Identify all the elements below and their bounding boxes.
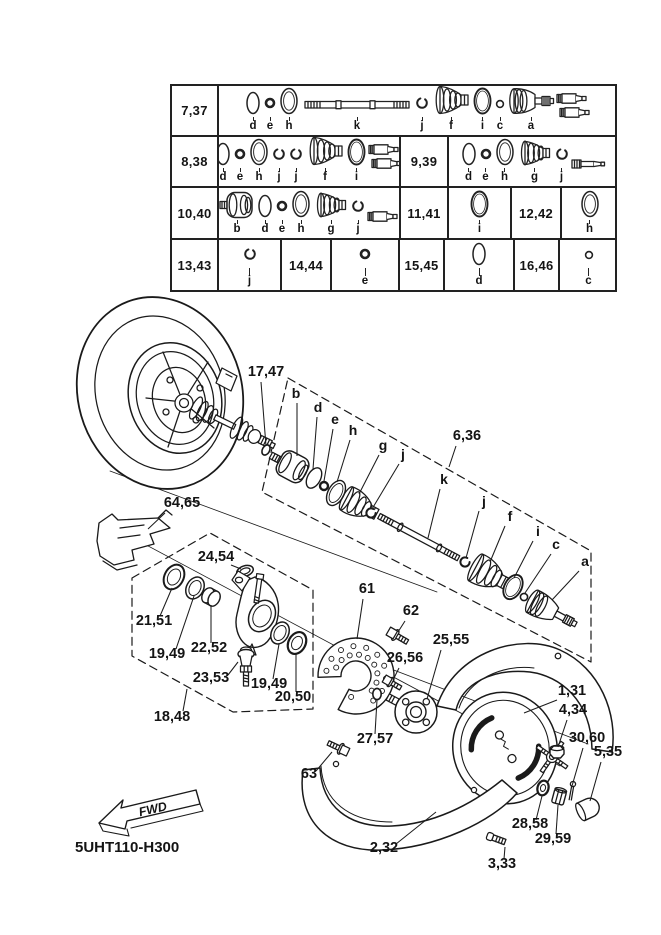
letter-lj2: j — [482, 493, 486, 509]
parts-cell — [560, 240, 617, 290]
parts-cell — [219, 86, 617, 135]
letter-li: i — [536, 523, 540, 539]
letter-lg-leader — [359, 455, 379, 494]
callout-19-49: 19,49 — [148, 646, 186, 662]
letter-lk-leader — [428, 489, 440, 538]
part-glyph-ring-e — [264, 91, 276, 133]
letter-lk: k — [440, 471, 448, 487]
ref-label: 10,40 — [177, 205, 212, 221]
callout-63-leader — [316, 752, 332, 771]
callout-29-59-leader — [556, 805, 558, 834]
part-glyph-ring-c — [495, 93, 505, 133]
part-glyph-shaft-k — [302, 95, 412, 133]
part-letter: f — [449, 119, 453, 132]
callout-24-54-leader — [231, 565, 241, 569]
letter-lc: c — [552, 536, 560, 552]
part-letter: j — [294, 170, 298, 183]
castle-nut-29-59 — [551, 787, 567, 806]
part-letter: h — [297, 222, 305, 235]
part-glyph-ring-i — [470, 190, 489, 236]
axle-shaft-k — [377, 512, 461, 562]
callout-17-47: 17,47 — [247, 364, 285, 380]
callout-26-56: 26,56 — [386, 650, 424, 666]
callout-23-53-leader — [228, 662, 238, 675]
letter-la-leader — [552, 571, 579, 600]
callout-4-34: 4,34 — [558, 702, 588, 718]
circlip-j2 — [460, 557, 469, 566]
fwd-label: FWD — [137, 799, 169, 820]
part-letter: g — [327, 222, 335, 235]
ref-cell — [172, 137, 219, 186]
ref-cell — [401, 137, 449, 186]
bolt-62 — [385, 626, 410, 647]
ref-label: 12,42 — [518, 205, 554, 221]
part-letter: c — [585, 274, 592, 287]
callout-6-36-leader — [449, 446, 456, 467]
front-wheel — [54, 274, 265, 509]
part-letter: h — [255, 170, 263, 183]
ref-cell — [401, 188, 449, 238]
part-letter: k — [353, 119, 361, 132]
part-glyph-ring-d — [461, 142, 477, 184]
letter-lf: f — [507, 508, 513, 524]
part-letter: e — [236, 170, 244, 183]
callout-5-35-leader — [590, 762, 601, 801]
letter-lj1: j — [401, 446, 405, 462]
callout-30-60: 30,60 — [568, 730, 606, 746]
part-glyph-ring-c — [584, 244, 594, 288]
part-glyph-ring-h — [249, 138, 269, 184]
part-glyph-grease-2 — [557, 90, 591, 120]
ref-cell — [172, 240, 219, 290]
part-glyph-ring-h — [279, 87, 299, 133]
part-glyph-ring-e — [359, 242, 371, 288]
ref-label: 9,39 — [410, 154, 438, 169]
ref-label: 8,38 — [181, 154, 208, 169]
callout-5-35: 5,35 — [593, 744, 623, 760]
part-glyph-ring-e — [276, 194, 288, 236]
ref-label: 7,37 — [181, 103, 208, 118]
callout-62: 62 — [402, 603, 420, 619]
part-letter: e — [278, 222, 286, 235]
ref-cell — [172, 188, 219, 238]
part-letter: i — [480, 119, 485, 132]
part-glyph-ring-h — [580, 190, 600, 236]
ref-label: 16,46 — [519, 257, 554, 273]
letter-lh: h — [348, 422, 358, 438]
ref-label: 11,41 — [407, 205, 441, 221]
part-letter: j — [356, 222, 360, 235]
letter-lf-leader — [490, 526, 505, 562]
ref-label: 13,43 — [177, 257, 212, 273]
parts-table — [170, 84, 617, 292]
callout-2-32: 2,32 — [369, 840, 399, 856]
part-glyph-boot-f — [306, 137, 344, 183]
callout-22-52: 22,52 — [190, 640, 228, 656]
part-letter: c — [496, 119, 504, 132]
parts-cell — [219, 137, 401, 186]
letter-lb: b — [291, 385, 301, 401]
ring-c — [520, 593, 527, 600]
part-glyph-tip-s — [572, 157, 606, 171]
parts-cell — [562, 188, 617, 238]
part-glyph-ring-d — [471, 242, 487, 288]
letter-lg: g — [378, 437, 388, 453]
nut-4-34 — [550, 745, 564, 758]
part-glyph-ring-d — [219, 142, 231, 184]
part-letter: i — [477, 222, 482, 235]
parts-cell — [332, 240, 400, 290]
callout-29-59: 29,59 — [534, 831, 572, 847]
callout-61-leader — [357, 599, 363, 639]
callout-27-57: 27,57 — [356, 731, 394, 747]
letter-la: a — [581, 553, 589, 569]
cap-5-35 — [574, 795, 603, 822]
callout-20-50: 20,50 — [274, 689, 312, 705]
part-letter: d — [475, 274, 483, 287]
part-letter: d — [464, 170, 473, 183]
table-row — [172, 188, 615, 240]
part-glyph-clip-j — [289, 142, 303, 184]
ring-e — [320, 482, 328, 490]
part-glyph-clip-j — [415, 91, 429, 133]
callout-25-55: 25,55 — [432, 632, 470, 648]
callout-62-leader — [398, 621, 405, 632]
part-letter: j — [559, 170, 564, 183]
part-glyph-boot-g — [518, 138, 552, 184]
part-glyph-clip-j — [351, 194, 365, 236]
part-glyph-ring-i — [473, 87, 492, 133]
part-letter: h — [500, 170, 509, 183]
part-glyph-grease-2 — [369, 141, 401, 171]
part-letter: e — [266, 119, 274, 132]
callout-23-53: 23,53 — [192, 670, 230, 686]
part-glyph-clip-j — [555, 142, 569, 184]
parts-cell — [449, 137, 617, 186]
oil-seal-21-51 — [160, 561, 189, 593]
callout-25-55-leader — [427, 650, 441, 699]
table-row — [172, 240, 615, 290]
part-glyph-ring-h — [291, 190, 311, 236]
part-letter: e — [482, 170, 489, 183]
letter-li-leader — [514, 541, 533, 578]
part-letter: j — [277, 170, 281, 183]
part-glyph-clip-j — [272, 142, 286, 184]
part-glyph-ring-i — [347, 138, 366, 184]
letter-lj1-leader — [372, 464, 399, 509]
part-glyph-boot-g — [314, 190, 348, 236]
part-glyph-ring-d — [245, 91, 261, 133]
ref-cell — [172, 86, 219, 135]
callout-19-49-leader — [273, 644, 279, 679]
callout-18-48: 18,48 — [153, 709, 191, 725]
part-glyph-ring-h — [495, 138, 515, 184]
parts-cell — [219, 240, 282, 290]
valve-stem-3-33 — [486, 832, 506, 846]
callout-63: 63 — [300, 766, 318, 782]
parts-cell — [449, 188, 512, 238]
dashed-box-axle — [262, 378, 591, 662]
circlip-j — [366, 508, 375, 517]
letter-ld-leader — [313, 417, 317, 469]
drawing-code: 5UHT110-H300 — [75, 839, 180, 856]
letter-lj2-leader — [466, 511, 479, 558]
ref-label: 15,45 — [404, 257, 439, 273]
part-glyph-joint-a — [508, 86, 554, 132]
oring-27-57 — [373, 688, 381, 699]
table-row — [172, 137, 615, 188]
parts-cell — [445, 240, 515, 290]
part-letter: i — [354, 170, 359, 183]
callout-3-33: 3,33 — [487, 856, 517, 872]
cv-joint-outer-a — [523, 588, 582, 635]
part-glyph-grease-1 — [368, 210, 398, 223]
ref-label: 14,44 — [288, 257, 324, 273]
part-letter: g — [530, 170, 539, 183]
part-letter: f — [323, 170, 327, 183]
callout-18-48-leader — [183, 689, 187, 711]
part-letter: b — [233, 222, 241, 235]
part-letter: d — [261, 222, 269, 235]
callout-21-51-leader — [160, 588, 172, 616]
letter-ld: d — [313, 399, 323, 415]
part-glyph-ring-e — [480, 142, 492, 184]
callout-6-36: 6,36 — [452, 428, 482, 444]
wheel-hub — [386, 691, 437, 733]
part-glyph-joint-b — [220, 190, 254, 236]
callout-19-49: 19,49 — [250, 676, 288, 692]
callout-64-65: 64,65 — [163, 495, 201, 511]
callout-21-51: 21,51 — [135, 613, 173, 629]
part-letter: h — [585, 222, 594, 235]
part-glyph-ring-d — [257, 194, 273, 236]
part-letter: a — [527, 119, 535, 132]
letter-lc-leader — [525, 554, 551, 593]
callout-1-31: 1,31 — [557, 683, 587, 699]
part-glyph-boot-f — [432, 86, 470, 132]
parts-cell — [219, 188, 401, 238]
ref-cell — [282, 240, 332, 290]
letter-le-leader — [324, 429, 333, 481]
table-row — [172, 86, 615, 137]
ref-cell — [400, 240, 445, 290]
ref-cell — [512, 188, 562, 238]
ref-cell — [515, 240, 560, 290]
part-letter: d — [219, 170, 227, 183]
letter-le: e — [331, 411, 339, 427]
part-letter: j — [247, 274, 252, 287]
part-glyph-clip-j — [243, 242, 257, 288]
callout-28-58: 28,58 — [511, 816, 549, 832]
part-letter: h — [285, 119, 293, 132]
callout-24-54: 24,54 — [197, 549, 235, 565]
callout-61: 61 — [358, 581, 376, 597]
part-letter: j — [420, 119, 424, 132]
callout-30-60-leader — [572, 748, 583, 786]
part-letter: e — [361, 274, 369, 287]
letter-lh-leader — [337, 440, 350, 482]
part-glyph-ring-e — [234, 142, 246, 184]
part-letter: d — [249, 119, 257, 132]
